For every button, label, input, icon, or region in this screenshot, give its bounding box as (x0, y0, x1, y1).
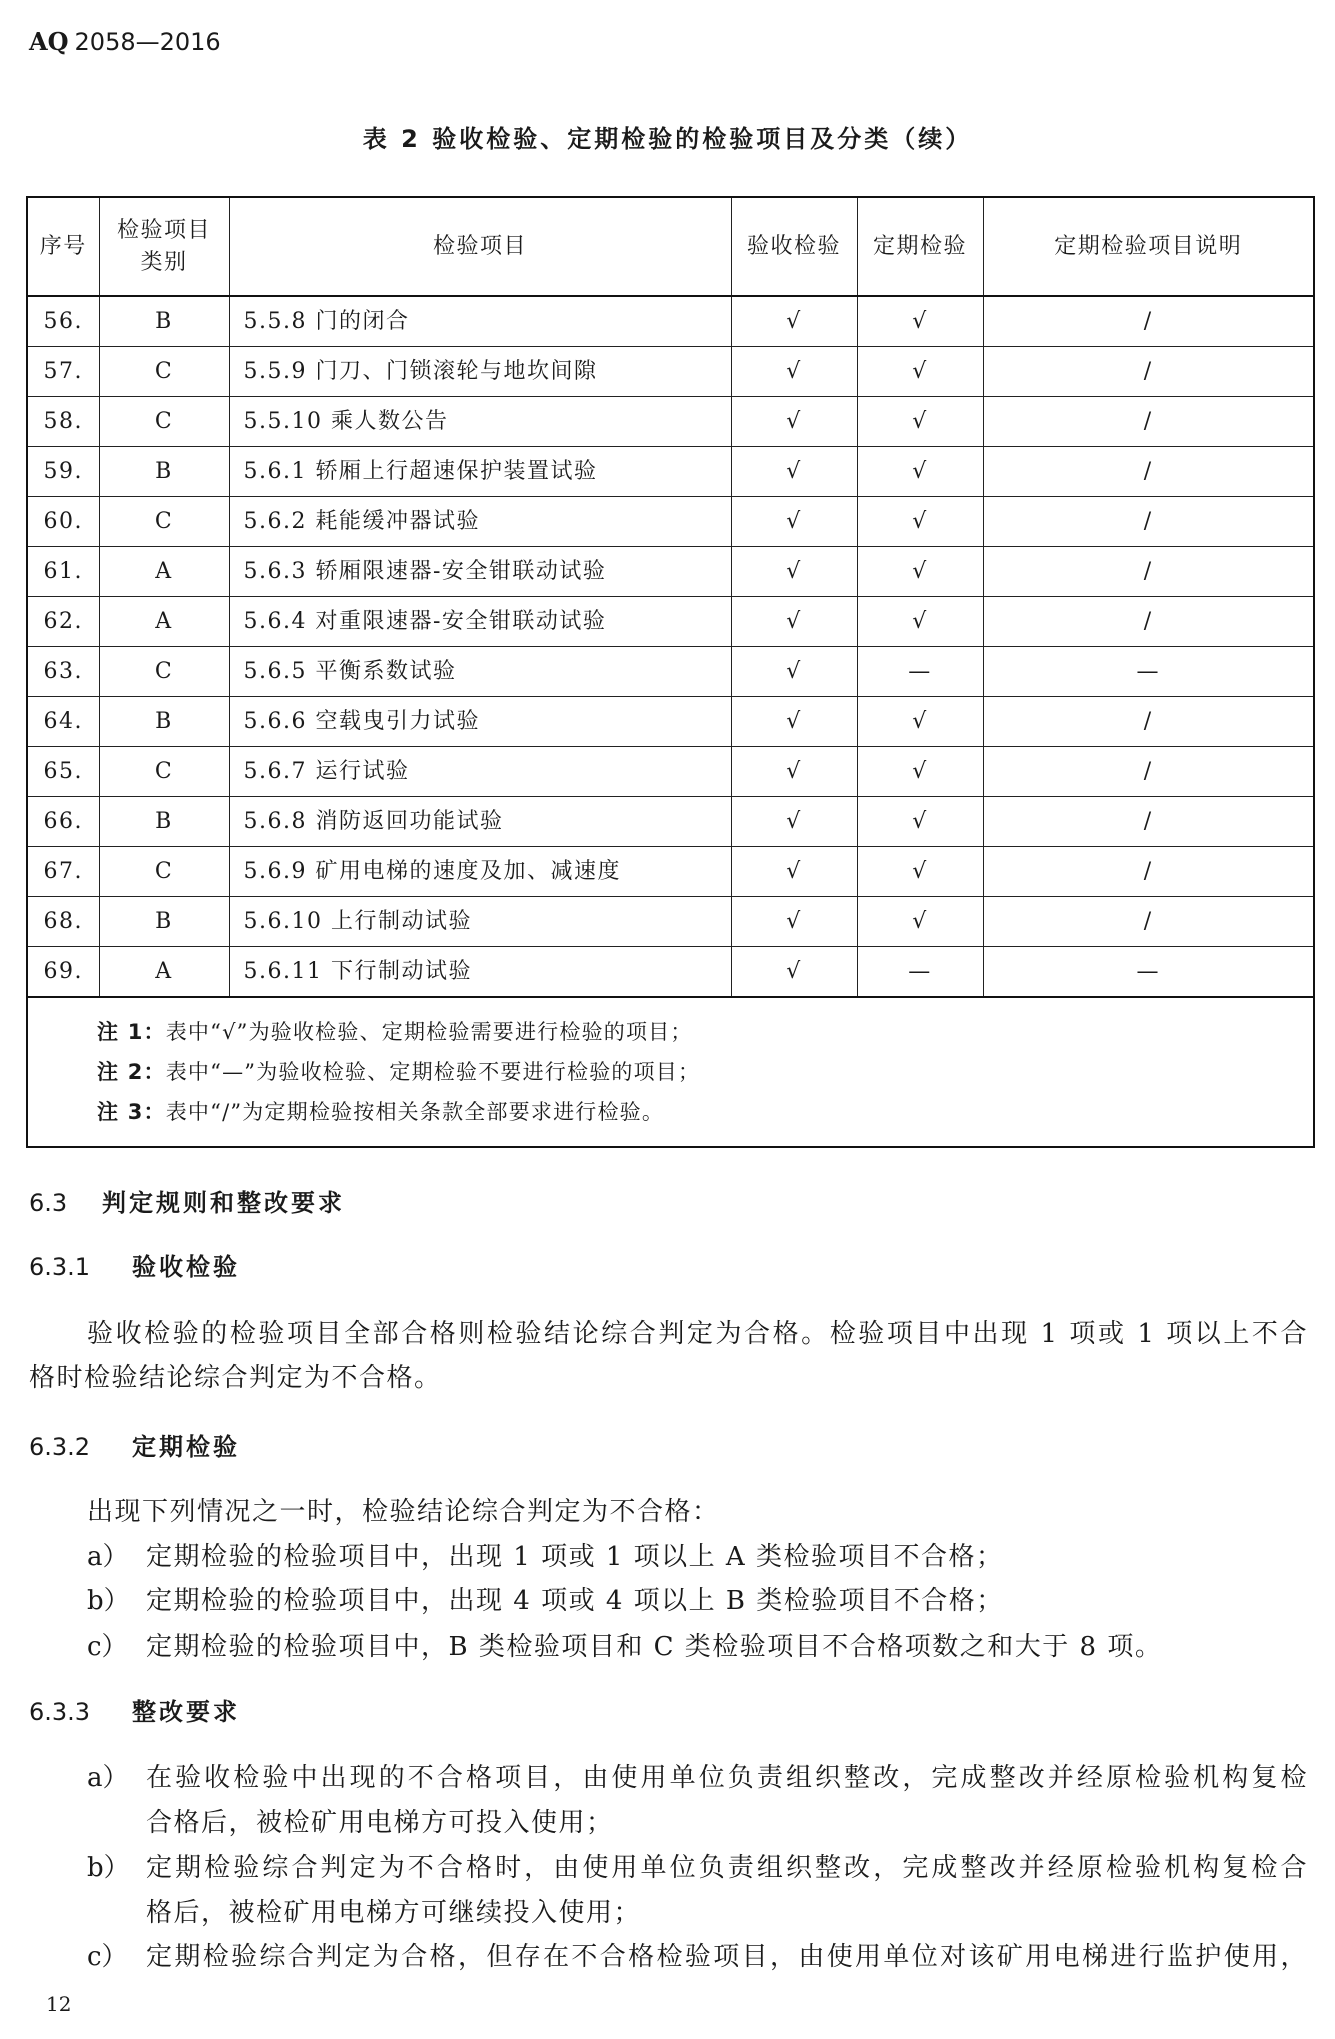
periodic-cell: — (857, 647, 983, 697)
list-label: b） (87, 1853, 130, 1883)
table-row (27, 747, 1314, 797)
table-row (27, 847, 1314, 897)
item-cell: 5.6.11 下行制动试验 (229, 947, 731, 998)
note-text: 表中“—”为验收检验、定期检验不要进行检验的项目； (165, 1060, 701, 1084)
category-cell: C (99, 747, 229, 797)
table-row (27, 397, 1314, 447)
list-item-text: 定期检验的检验项目中，出现 1 项或 1 项以上 A 类检验项目不合格； (146, 1542, 1004, 1572)
header-category (99, 197, 229, 296)
category-cell: C (99, 347, 229, 397)
note-label: 注 1： (97, 1020, 166, 1044)
acceptance-cell: √ (731, 547, 857, 597)
periodic-note-cell: / (983, 447, 1314, 497)
periodic-cell: — (857, 947, 983, 998)
periodic-note-cell: / (983, 847, 1314, 897)
table-row (27, 797, 1314, 847)
item-cell: 5.6.4 对重限速器-安全钳联动试验 (229, 597, 731, 647)
table-row (27, 697, 1314, 747)
section-number: 6.3.2 (29, 1433, 91, 1461)
acceptance-cell: √ (731, 797, 857, 847)
list-label: c） (87, 1632, 128, 1662)
acceptance-cell: √ (731, 347, 857, 397)
seq-cell: 58. (27, 397, 99, 447)
inspection-items-table (26, 196, 1315, 1148)
periodic-note-cell: / (983, 597, 1314, 647)
seq-cell: 67. (27, 847, 99, 897)
seq-cell: 59. (27, 447, 99, 497)
section-title: 整改要求 (132, 1698, 240, 1726)
list-label: b） (87, 1586, 130, 1616)
seq-cell: 65. (27, 747, 99, 797)
header-category-line1: 检验项目 (116, 217, 211, 243)
periodic-cell: √ (857, 347, 983, 397)
item-cell: 5.6.8 消防返回功能试验 (229, 797, 731, 847)
list-item-text: 定期检验的检验项目中，B 类检验项目和 C 类检验项目不合格项数之和大于 8 项。 (146, 1632, 1163, 1662)
list-intro: 出现下列情况之一时，检验结论综合判定为不合格： (87, 1497, 720, 1527)
item-cell: 5.5.8 门的闭合 (229, 296, 731, 347)
table-row (27, 597, 1314, 647)
list-label: a） (87, 1763, 129, 1793)
category-cell: A (99, 597, 229, 647)
seq-cell: 66. (27, 797, 99, 847)
standard-code-header (29, 27, 221, 57)
periodic-cell: √ (857, 547, 983, 597)
periodic-cell: √ (857, 747, 983, 797)
table-row (27, 947, 1314, 998)
periodic-note-cell: / (983, 296, 1314, 347)
table-body (27, 296, 1314, 1147)
note-text: 表中“/”为定期检验按相关条款全部要求进行检验。 (165, 1100, 665, 1124)
category-cell: A (99, 547, 229, 597)
periodic-note-cell: — (983, 647, 1314, 697)
seq-cell: 69. (27, 947, 99, 998)
periodic-note-cell: — (983, 947, 1314, 998)
periodic-cell: √ (857, 897, 983, 947)
table-row (27, 347, 1314, 397)
section-title: 验收检验 (132, 1253, 240, 1281)
list-item-line: 定期检验综合判定为不合格时，由使用单位负责组织整改，完成整改并经原检验机构复检合 (146, 1853, 1308, 1883)
table-row (27, 897, 1314, 947)
item-cell: 5.6.7 运行试验 (229, 747, 731, 797)
seq-cell: 61. (27, 547, 99, 597)
list-item-line: 合格后，被检矿用电梯方可投入使用； (146, 1808, 614, 1838)
table-note-3 (97, 1092, 1313, 1132)
note-label: 注 2： (97, 1060, 166, 1084)
paragraph-line: 验收检验的检验项目全部合格则检验结论综合判定为合格。检验项目中出现 1 项或 1 项以上不合 (87, 1319, 1308, 1349)
acceptance-cell: √ (731, 697, 857, 747)
seq-cell: 64. (27, 697, 99, 747)
note-text: 表中“√”为验收检验、定期检验需要进行检验的项目； (165, 1020, 693, 1044)
category-cell: B (99, 697, 229, 747)
acceptance-cell: √ (731, 947, 857, 998)
list-item-line: 在验收检验中出现的不合格项目，由使用单位负责组织整改，完成整改并经原检验机构复检 (146, 1763, 1308, 1793)
category-cell: A (99, 947, 229, 998)
category-cell: C (99, 497, 229, 547)
standard-prefix: AQ (29, 27, 69, 56)
periodic-note-cell: / (983, 697, 1314, 747)
item-cell: 5.6.10 上行制动试验 (229, 897, 731, 947)
paragraph-line: 格时检验结论综合判定为不合格。 (29, 1363, 442, 1393)
section-number: 6.3.3 (29, 1698, 91, 1726)
category-cell: C (99, 397, 229, 447)
table-header-row (27, 197, 1314, 296)
table-row (27, 296, 1314, 347)
header-category-line2: 类别 (140, 249, 188, 275)
standard-number: 2058—2016 (74, 28, 221, 56)
list-item-text: 定期检验的检验项目中，出现 4 项或 4 项以上 B 类检验项目不合格； (146, 1586, 1004, 1616)
list-label: a） (87, 1542, 129, 1572)
section-number: 6.3 (29, 1189, 68, 1217)
acceptance-cell: √ (731, 397, 857, 447)
section-heading-6-3-3 (29, 1697, 240, 1727)
periodic-cell: √ (857, 447, 983, 497)
section-title: 判定规则和整改要求 (102, 1189, 345, 1217)
acceptance-cell: √ (731, 647, 857, 697)
header-item: 检验项目 (229, 197, 731, 296)
periodic-cell: √ (857, 797, 983, 847)
item-cell: 5.6.9 矿用电梯的速度及加、减速度 (229, 847, 731, 897)
table-row (27, 647, 1314, 697)
section-title: 定期检验 (132, 1433, 240, 1461)
periodic-note-cell: / (983, 397, 1314, 447)
acceptance-cell: √ (731, 897, 857, 947)
header-seq: 序号 (27, 197, 99, 296)
item-cell: 5.6.6 空载曳引力试验 (229, 697, 731, 747)
header-periodic: 定期检验 (857, 197, 983, 296)
table-notes (27, 997, 1314, 1147)
periodic-note-cell: / (983, 747, 1314, 797)
page-number: 12 (46, 1992, 72, 2016)
periodic-note-cell: / (983, 497, 1314, 547)
item-cell: 5.6.3 轿厢限速器-安全钳联动试验 (229, 547, 731, 597)
table-row (27, 447, 1314, 497)
periodic-note-cell: / (983, 897, 1314, 947)
acceptance-cell: √ (731, 296, 857, 347)
header-acceptance: 验收检验 (731, 197, 857, 296)
periodic-note-cell: / (983, 347, 1314, 397)
table-note-2 (97, 1052, 1313, 1092)
table-row (27, 547, 1314, 597)
list-item-line: 格后，被检矿用电梯方可继续投入使用； (146, 1898, 642, 1928)
item-cell: 5.6.2 耗能缓冲器试验 (229, 497, 731, 547)
item-cell: 5.5.9 门刀、门锁滚轮与地坎间隙 (229, 347, 731, 397)
category-cell: B (99, 797, 229, 847)
seq-cell: 56. (27, 296, 99, 347)
seq-cell: 57. (27, 347, 99, 397)
table-title: 表 2 验收检验、定期检验的检验项目及分类（续） (362, 125, 973, 153)
item-cell: 5.6.5 平衡系数试验 (229, 647, 731, 697)
category-cell: B (99, 296, 229, 347)
table-note-1 (97, 1012, 1313, 1052)
periodic-note-cell: / (983, 797, 1314, 847)
acceptance-cell: √ (731, 497, 857, 547)
list-item-line: 定期检验综合判定为合格，但存在不合格检验项目，由使用单位对该矿用电梯进行监护使用， (146, 1942, 1308, 1972)
table-row (27, 497, 1314, 547)
periodic-cell: √ (857, 296, 983, 347)
periodic-note-cell: / (983, 547, 1314, 597)
acceptance-cell: √ (731, 747, 857, 797)
item-cell: 5.6.1 轿厢上行超速保护装置试验 (229, 447, 731, 497)
seq-cell: 60. (27, 497, 99, 547)
section-heading-6-3-1 (29, 1252, 240, 1282)
seq-cell: 68. (27, 897, 99, 947)
periodic-cell: √ (857, 697, 983, 747)
periodic-cell: √ (857, 847, 983, 897)
table-notes-row (27, 997, 1314, 1147)
acceptance-cell: √ (731, 597, 857, 647)
category-cell: B (99, 897, 229, 947)
category-cell: B (99, 447, 229, 497)
seq-cell: 62. (27, 597, 99, 647)
list-label: c） (87, 1942, 128, 1972)
category-cell: C (99, 847, 229, 897)
periodic-cell: √ (857, 597, 983, 647)
item-cell: 5.5.10 乘人数公告 (229, 397, 731, 447)
section-number: 6.3.1 (29, 1253, 91, 1281)
category-cell: C (99, 647, 229, 697)
section-heading-6-3 (29, 1188, 345, 1218)
acceptance-cell: √ (731, 847, 857, 897)
periodic-cell: √ (857, 497, 983, 547)
seq-cell: 63. (27, 647, 99, 697)
header-periodic-note: 定期检验项目说明 (983, 197, 1314, 296)
acceptance-cell: √ (731, 447, 857, 497)
section-heading-6-3-2 (29, 1432, 240, 1462)
periodic-cell: √ (857, 397, 983, 447)
note-label: 注 3： (97, 1100, 166, 1124)
